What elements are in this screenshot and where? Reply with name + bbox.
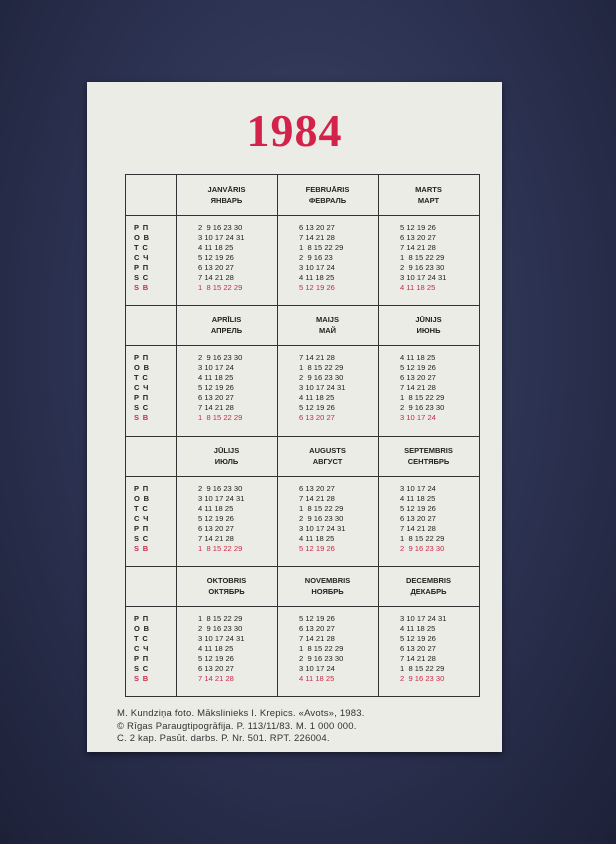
week-row: 4 11 18 25	[299, 273, 335, 282]
month-header	[378, 314, 479, 336]
month-header	[277, 184, 378, 206]
week-row: 4 11 18 25	[400, 623, 436, 633]
month-name-ru: ИЮЛЬ	[214, 456, 239, 466]
weekday-column	[134, 614, 149, 684]
week-row: 2 9 16 23 30	[400, 673, 445, 683]
week-row: 7 14 21 28	[299, 633, 335, 643]
month-days	[198, 223, 244, 293]
week-row: 7 14 21 28	[299, 233, 335, 242]
week-row: 5 12 19 26	[198, 383, 234, 393]
month-days	[198, 353, 242, 423]
month-days	[198, 484, 244, 554]
month-name-lv: MAIJS	[316, 315, 339, 325]
week-row: 6 13 20 27	[198, 663, 234, 673]
week-row: 6 13 20 27	[299, 223, 335, 232]
week-row: 4 11 18 25	[198, 373, 234, 383]
weekday-label: P П	[134, 483, 149, 493]
week-row: 1 8 15 22 29	[299, 643, 344, 653]
month-name-ru: АВГУСТ	[312, 456, 343, 466]
week-row: 4 11 18 25	[198, 643, 234, 653]
month-name-ru: СЕНТЯБРЬ	[407, 456, 450, 466]
week-row: 2 9 16 23 30	[400, 263, 445, 272]
weekday-label: T С	[134, 503, 148, 513]
month-days	[299, 223, 343, 293]
month-name-ru: МАРТ	[417, 196, 440, 205]
week-row: 3 10 17 24 31	[198, 233, 245, 242]
month-header	[277, 575, 378, 597]
weekday-label: S С	[134, 663, 149, 673]
week-row: 2 9 16 23 30	[198, 223, 243, 232]
weekday-label: S В	[134, 283, 149, 292]
week-row: 3 10 17 24 31	[198, 633, 245, 643]
month-days	[400, 614, 446, 684]
month-name-ru: ЯНВАРЬ	[210, 196, 243, 205]
weekday-label: P П	[134, 613, 149, 623]
weekday-label: S С	[134, 273, 149, 282]
month-name-lv: JŪNIJS	[415, 315, 442, 325]
weekday-label: O В	[134, 623, 149, 633]
week-row: 5 12 19 26	[198, 253, 234, 262]
imprint-line: © Rīgas Paraugtipogrāfija. P. 113/11/83. M. 1 000 000.	[117, 720, 357, 732]
calendar-year: 1984	[246, 105, 343, 156]
week-row: 3 10 17 24 31	[400, 273, 447, 282]
week-row: 6 13 20 27	[400, 233, 436, 242]
week-row: 3 10 17 24 31	[400, 613, 447, 623]
month-header	[378, 575, 479, 597]
week-row: 5 12 19 26	[400, 503, 436, 513]
month-name-ru: ФЕВРАЛЬ	[308, 196, 347, 205]
week-row: 1 8 15 22 29	[400, 393, 445, 403]
month-name-ru: ДЕКАБРЬ	[410, 586, 447, 596]
month-days	[299, 614, 343, 684]
week-row: 7 14 21 28	[198, 273, 234, 282]
month-name-ru: МАЙ	[318, 326, 337, 336]
grid-line	[126, 606, 479, 607]
week-row: 6 13 20 27	[299, 623, 335, 633]
week-row: 2 9 16 23 30	[198, 353, 243, 363]
weekday-label: P П	[134, 223, 149, 232]
month-header	[176, 314, 277, 336]
week-row: 3 10 17 24 31	[299, 383, 346, 393]
grid-line	[126, 476, 479, 477]
week-row: 2 9 16 23 30	[198, 483, 243, 493]
week-row: 1 8 15 22 29	[198, 613, 243, 623]
grid-line	[277, 175, 278, 696]
week-row: 6 13 20 27	[198, 263, 234, 272]
week-row: 1 8 15 22 29	[299, 503, 344, 513]
grid-line	[126, 345, 479, 346]
week-row: 2 9 16 23 30	[400, 403, 445, 413]
month-name-ru: ИЮНЬ	[416, 326, 441, 336]
week-row: 4 11 18 25	[198, 243, 234, 252]
weekday-label: P П	[134, 263, 149, 272]
month-header	[176, 575, 277, 597]
week-row: 6 13 20 27	[198, 523, 234, 533]
weekday-label: S В	[134, 543, 149, 553]
weekday-column	[134, 353, 149, 423]
weekday-column	[134, 484, 149, 554]
weekday-label: P П	[134, 653, 149, 663]
week-row: 6 13 20 27	[400, 513, 436, 523]
week-row: 7 14 21 28	[299, 493, 335, 503]
imprint-line: C. 2 kap. Pasūt. darbs. P. Nr. 501. RPT. 226004.	[117, 733, 330, 744]
imprint-line: M. Kundziņa foto. Mākslinieks I. Krepics. «Avots», 1983.	[117, 708, 365, 719]
weekday-label: C Ч	[134, 383, 149, 393]
month-name-lv: APRĪLIS	[211, 315, 242, 325]
week-row: 6 13 20 27	[299, 413, 335, 423]
week-row: 1 8 15 22 29	[400, 533, 445, 543]
month-name-lv: MARTS	[415, 185, 442, 194]
month-header	[277, 314, 378, 336]
week-row: 7 14 21 28	[400, 523, 436, 533]
week-row: 2 9 16 23	[299, 253, 333, 262]
week-row: 4 11 18 25	[299, 533, 335, 543]
weekday-label: T С	[134, 633, 148, 643]
week-row: 2 9 16 23 30	[400, 543, 445, 553]
week-row: 7 14 21 28	[400, 653, 436, 663]
month-days	[400, 484, 444, 554]
week-row: 3 10 17 24	[299, 663, 335, 673]
month-name-lv: SEPTEMBRIS	[404, 445, 453, 455]
week-row: 7 14 21 28	[400, 383, 436, 393]
week-row: 2 9 16 23 30	[299, 373, 344, 383]
grid-line	[126, 566, 479, 567]
weekday-label: S В	[134, 413, 149, 423]
month-name-lv: FEBRUĀRIS	[305, 185, 350, 194]
weekday-label: P П	[134, 353, 149, 363]
weekday-label: S С	[134, 403, 149, 413]
month-name-lv: NOVEMBRIS	[304, 575, 351, 585]
week-row: 5 12 19 26	[299, 613, 335, 623]
week-row: 1 8 15 22 29	[198, 413, 243, 423]
weekday-label: C Ч	[134, 643, 149, 653]
month-name-lv: AUGUSTS	[309, 445, 346, 455]
week-row: 3 10 17 24	[299, 263, 335, 272]
week-row: 7 14 21 28	[198, 533, 234, 543]
week-row: 4 11 18 25	[299, 673, 335, 683]
week-row: 4 11 18 25	[400, 493, 436, 503]
weekday-label: C Ч	[134, 253, 149, 262]
week-row: 2 9 16 23 30	[299, 653, 344, 663]
week-row: 1 8 15 22 29	[198, 543, 243, 553]
weekday-label: T С	[134, 243, 148, 252]
month-name-lv: JANVĀRIS	[207, 185, 246, 194]
grid-line	[126, 305, 479, 306]
calendar-card	[87, 82, 502, 752]
week-row: 2 9 16 23 30	[198, 623, 243, 633]
week-row: 6 13 20 27	[299, 483, 335, 493]
week-row: 1 8 15 22 29	[299, 243, 344, 252]
week-row: 6 13 20 27	[400, 373, 436, 383]
week-row: 6 13 20 27	[198, 393, 234, 403]
month-name-ru: НОЯБРЬ	[311, 586, 344, 596]
month-header	[378, 445, 479, 467]
month-header	[277, 445, 378, 467]
week-row: 7 14 21 28	[198, 403, 234, 413]
week-row: 6 13 20 27	[400, 643, 436, 653]
weekday-label: S В	[134, 673, 149, 683]
month-name-ru: АПРЕЛЬ	[210, 326, 243, 336]
week-row: 4 11 18 25	[400, 353, 436, 363]
week-row: 5 12 19 26	[299, 283, 335, 292]
month-header	[378, 184, 479, 206]
month-days	[299, 353, 345, 423]
week-row: 5 12 19 26	[400, 223, 436, 232]
month-days	[198, 614, 244, 684]
week-row: 5 12 19 26	[400, 633, 436, 643]
month-header	[176, 445, 277, 467]
weekday-label: T С	[134, 373, 148, 383]
week-row: 4 11 18 25	[198, 503, 234, 513]
week-row: 5 12 19 26	[400, 363, 436, 373]
weekday-label: O В	[134, 363, 149, 373]
month-name-lv: DECEMBRIS	[405, 575, 451, 585]
week-row: 3 10 17 24 31	[299, 523, 346, 533]
weekday-label: P П	[134, 523, 149, 533]
week-row: 3 10 17 24	[198, 363, 234, 373]
month-header	[176, 184, 277, 206]
grid-line	[126, 215, 479, 216]
week-row: 3 10 17 24 31	[198, 493, 245, 503]
week-row: 1 8 15 22 29	[198, 283, 243, 292]
month-name-lv: OKTOBRIS	[206, 575, 247, 585]
week-row: 5 12 19 26	[299, 403, 335, 413]
weekday-label: S С	[134, 533, 149, 543]
imprint	[117, 708, 487, 746]
weekday-column	[134, 223, 149, 293]
week-row: 7 14 21 28	[198, 673, 234, 683]
week-row: 5 12 19 26	[299, 543, 335, 553]
week-row: 3 10 17 24	[400, 483, 436, 493]
grid-line	[176, 175, 177, 696]
week-row: 3 10 17 24	[400, 413, 436, 423]
weekday-label: O В	[134, 233, 149, 242]
month-days	[299, 484, 345, 554]
week-row: 1 8 15 22 29	[400, 663, 445, 673]
weekday-label: C Ч	[134, 513, 149, 523]
month-days	[400, 353, 444, 423]
week-row: 1 8 15 22 29	[400, 253, 445, 262]
grid-line	[378, 175, 379, 696]
week-row: 5 12 19 26	[198, 653, 234, 663]
week-row: 1 8 15 22 29	[299, 363, 344, 373]
week-row: 5 12 19 26	[198, 513, 234, 523]
month-name-lv: JŪLIJS	[213, 445, 240, 455]
month-grid	[125, 174, 480, 697]
month-days	[400, 223, 446, 293]
week-row: 7 14 21 28	[299, 353, 335, 363]
week-row: 7 14 21 28	[400, 243, 436, 252]
grid-line	[126, 436, 479, 437]
week-row: 4 11 18 25	[299, 393, 335, 403]
weekday-label: P П	[134, 393, 149, 403]
week-row: 4 11 18 25	[400, 283, 436, 292]
month-name-ru: ОКТЯБРЬ	[208, 586, 245, 596]
week-row: 2 9 16 23 30	[299, 513, 344, 523]
weekday-label: O В	[134, 493, 149, 503]
